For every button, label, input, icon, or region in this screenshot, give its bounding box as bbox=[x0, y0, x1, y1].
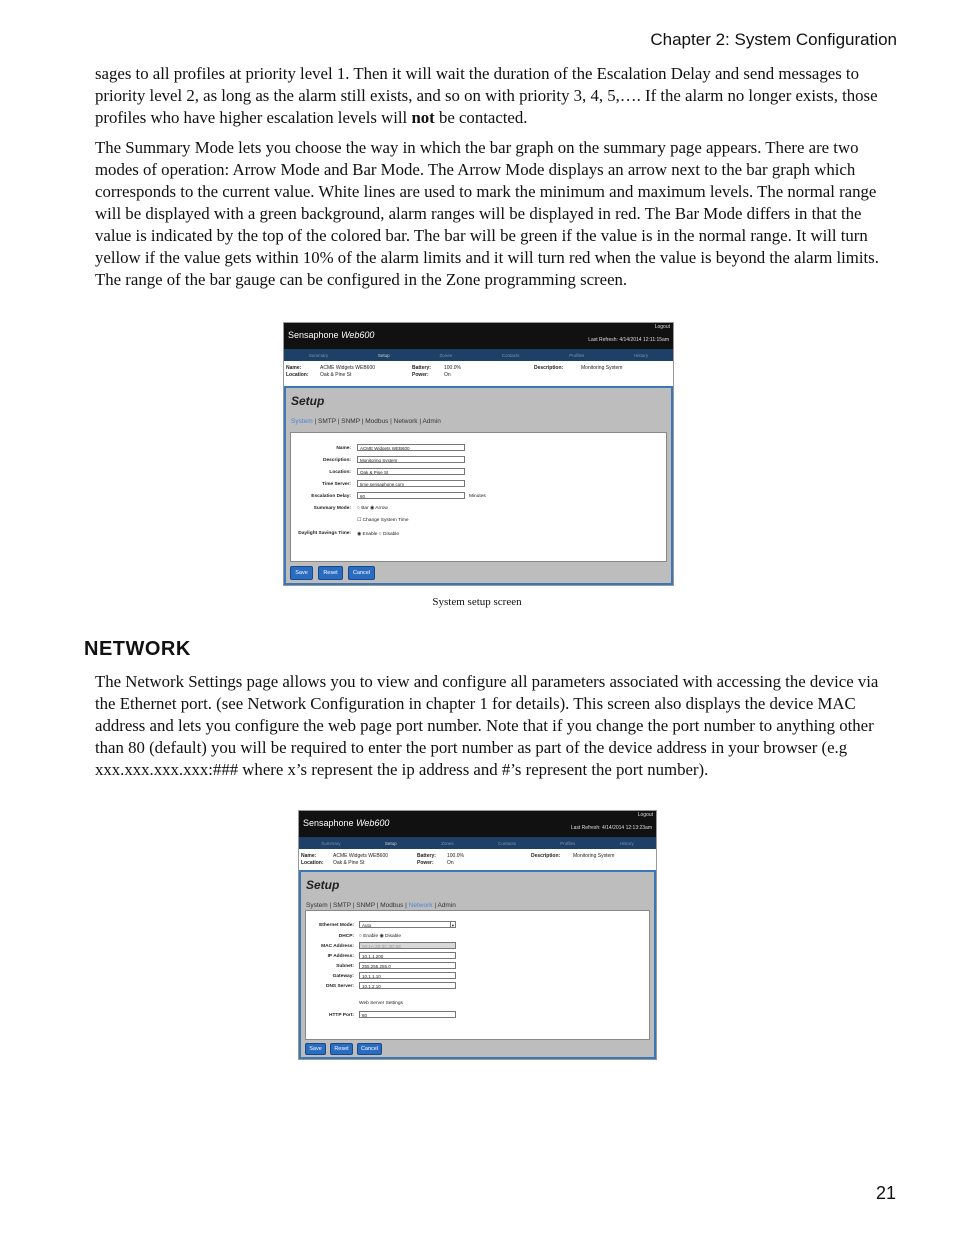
escalation-delay-label: Escalation Delay: bbox=[311, 494, 351, 499]
change-time-checkbox[interactable]: ☐ Change System Time bbox=[357, 518, 409, 523]
tab-network[interactable]: Network bbox=[408, 902, 433, 909]
device-info: Name: Location: ACME Widgets WEB600 Oak & Pine St Battery: Power: 100.0% On Description: Monitoring System bbox=[286, 365, 623, 378]
dns-server-input[interactable]: 10.1.2.10 bbox=[359, 982, 456, 989]
tab-smtp[interactable]: SMTP bbox=[317, 418, 336, 425]
tab-modbus[interactable]: Modbus bbox=[380, 902, 404, 909]
tab-admin[interactable]: Admin bbox=[437, 902, 456, 909]
paragraph-network: The Network Settings page allows you to view and configure all parameters associated with accessing the device via the Ethernet port. (see Network Configuration in chapter 1 for details). This screen also displays the device MAC address and lets you configure the web page port number. Note that if you change the port number to anything other than 80 (default) you will be required to enter the port number as part of the device address in your browser (e.g xxx.xxx.xxx.xxx:### where x’s represent the ip address and #’s represent the port number). bbox=[95, 672, 879, 779]
system-setup-screenshot bbox=[283, 322, 674, 586]
chevron-down-icon: ▾ bbox=[451, 923, 454, 928]
save-button[interactable]: Save bbox=[290, 566, 313, 580]
tab-snmp[interactable]: SNMP bbox=[341, 418, 360, 425]
figure-caption: System setup screen bbox=[432, 596, 522, 608]
description-input[interactable]: Monitoring System bbox=[357, 456, 465, 463]
subnet-label: Subnet: bbox=[336, 964, 354, 969]
ethernet-mode-label: Ethernet Mode: bbox=[319, 923, 354, 928]
dhcp-options[interactable]: ○ Enable ◉ Disable bbox=[359, 934, 402, 939]
nav-setup[interactable]: Setup bbox=[377, 352, 390, 358]
network-form bbox=[305, 910, 650, 1040]
app-topbar bbox=[284, 323, 673, 349]
main-nav bbox=[284, 349, 673, 361]
location-label: Location: bbox=[329, 470, 351, 475]
nav-profiles[interactable]: Profiles bbox=[569, 352, 585, 358]
reset-button[interactable]: Reset bbox=[330, 1043, 353, 1055]
nav-history[interactable]: History bbox=[619, 840, 634, 846]
gateway-label: Gateway: bbox=[332, 974, 354, 979]
nav-zones[interactable]: Zones bbox=[439, 352, 452, 358]
reset-button[interactable]: Reset bbox=[318, 566, 343, 580]
ethernet-mode-select[interactable]: Auto ▾ bbox=[359, 921, 456, 928]
dns-server-label: DNS Server: bbox=[326, 984, 354, 989]
web-server-settings-heading: Web Server Settings bbox=[359, 1001, 403, 1006]
save-button[interactable]: Save bbox=[305, 1043, 326, 1055]
mac-address-field: 00:1A:2B:3C:4D:5E bbox=[359, 942, 456, 949]
paragraph-text: sages to all profiles at priority level 1. Then it will wait the duration of the Escalation Delay and send messages to priority level 2, as long as the alarm still exists, and so on with priority 3, 4, 5,…. If the alarm no longer exists, those profiles who have higher escalation levels will bbox=[95, 64, 878, 127]
mac-address-label: MAC Address: bbox=[321, 944, 354, 949]
time-server-input[interactable]: time.sensaphone.com bbox=[357, 480, 465, 487]
tab-snmp[interactable]: SNMP bbox=[356, 902, 375, 909]
paragraph-escalation bbox=[95, 63, 890, 129]
tab-modbus[interactable]: Modbus bbox=[365, 418, 389, 425]
minutes-unit: Minutes bbox=[469, 494, 486, 499]
tab-system[interactable]: System bbox=[306, 902, 328, 909]
system-form bbox=[290, 432, 667, 562]
setup-tabs: System | SMTP | SNMP | Modbus | Network | Admin bbox=[306, 902, 456, 909]
page-number: 21 bbox=[875, 1183, 896, 1203]
setup-panel bbox=[284, 386, 673, 585]
nav-contacts[interactable]: Contacts bbox=[501, 352, 520, 358]
logout-link[interactable]: Logout bbox=[637, 812, 653, 818]
nav-profiles[interactable]: Profiles bbox=[560, 840, 576, 846]
panel-title: Setup bbox=[291, 394, 325, 408]
brand-logo: Sensaphone Web600 bbox=[303, 818, 390, 828]
paragraph-summary-mode: The Summary Mode lets you choose the way in which the bar graph on the summary page appears. There are two modes of operation: Arrow Mode and Bar Mode. The Arrow Mode displays an arrow next to the bar graph which corresponds to the current value. White lines are used to mark the minimum and maximum levels. The normal range will be displayed with a green background, alarm ranges will be displayed in red. The Bar Mode differs in that the value is indicated by the top of the colored bar. The bar will be green if the value is in the normal range. It will turn yellow if the value gets within 10% of the alarm limits and it will turn red when the value is beyond the alarm limits. The range of the bar gauge can be configured in the Zone programming screen. bbox=[95, 138, 879, 289]
nav-history[interactable]: History bbox=[634, 352, 649, 358]
setup-tabs: System | SMTP | SNMP | Modbus | Network | Admin bbox=[291, 418, 441, 425]
dhcp-label: DHCP: bbox=[338, 934, 354, 939]
subnet-input[interactable]: 255.255.255.0 bbox=[359, 962, 456, 969]
panel-title: Setup bbox=[306, 878, 340, 892]
ip-address-label: IP Address: bbox=[327, 954, 354, 959]
section-heading-network: NETWORK bbox=[84, 638, 191, 660]
brand-logo: Sensaphone Web600 bbox=[288, 330, 375, 340]
tab-admin[interactable]: Admin bbox=[422, 418, 441, 425]
main-nav bbox=[299, 837, 656, 849]
http-port-input[interactable]: 80 bbox=[359, 1011, 456, 1018]
tab-system[interactable]: System bbox=[291, 418, 313, 425]
app-topbar bbox=[299, 811, 656, 837]
escalation-delay-input[interactable]: 60 bbox=[357, 492, 465, 499]
summary-mode-label: Summary Mode: bbox=[313, 506, 351, 511]
nav-zones[interactable]: Zones bbox=[441, 840, 454, 846]
device-info: Name: Location: ACME Widgets WEB600 Oak & Pine St Battery: Power: 100.0% On Description: Monitoring System bbox=[301, 853, 615, 866]
gateway-input[interactable]: 10.1.1.10 bbox=[359, 972, 456, 979]
logout-link[interactable]: Logout bbox=[654, 324, 670, 330]
tab-network[interactable]: Network bbox=[393, 418, 418, 425]
description-label: Description: bbox=[323, 458, 351, 463]
cancel-button[interactable]: Cancel bbox=[348, 566, 375, 580]
time-server-label: Time Server: bbox=[322, 482, 351, 487]
nav-contacts[interactable]: Contacts bbox=[498, 840, 516, 846]
setup-panel bbox=[299, 870, 656, 1059]
cancel-button[interactable]: Cancel bbox=[357, 1043, 382, 1055]
name-input[interactable]: ACME Widgets WEB600 bbox=[357, 444, 465, 451]
bold-text: not bbox=[411, 108, 435, 127]
running-header: Chapter 2: System Configuration bbox=[650, 30, 897, 49]
summary-mode-options[interactable]: ○ Bar ◉ Arrow bbox=[357, 506, 388, 511]
last-refresh: Last Refresh: 4/14/2014 12:13:23am bbox=[570, 825, 652, 831]
paragraph-text-end: be contacted. bbox=[434, 108, 528, 127]
nav-summary[interactable]: Summary bbox=[321, 840, 341, 846]
last-refresh: Last Refresh: 4/14/2014 12:11:15am bbox=[588, 337, 669, 343]
location-input[interactable]: Oak & Pine St bbox=[357, 468, 465, 475]
dst-options[interactable]: ◉ Enable ○ Disable bbox=[357, 532, 400, 537]
http-port-label: HTTP Port: bbox=[329, 1013, 354, 1018]
name-label: Name: bbox=[336, 446, 351, 451]
tab-smtp[interactable]: SMTP bbox=[332, 902, 351, 909]
ip-address-input[interactable]: 10.1.1.200 bbox=[359, 952, 456, 959]
nav-summary[interactable]: Summary bbox=[308, 352, 329, 358]
nav-setup[interactable]: Setup bbox=[384, 840, 397, 846]
network-setup-screenshot bbox=[298, 810, 657, 1060]
dst-label: Daylight Savings Time: bbox=[298, 531, 351, 536]
